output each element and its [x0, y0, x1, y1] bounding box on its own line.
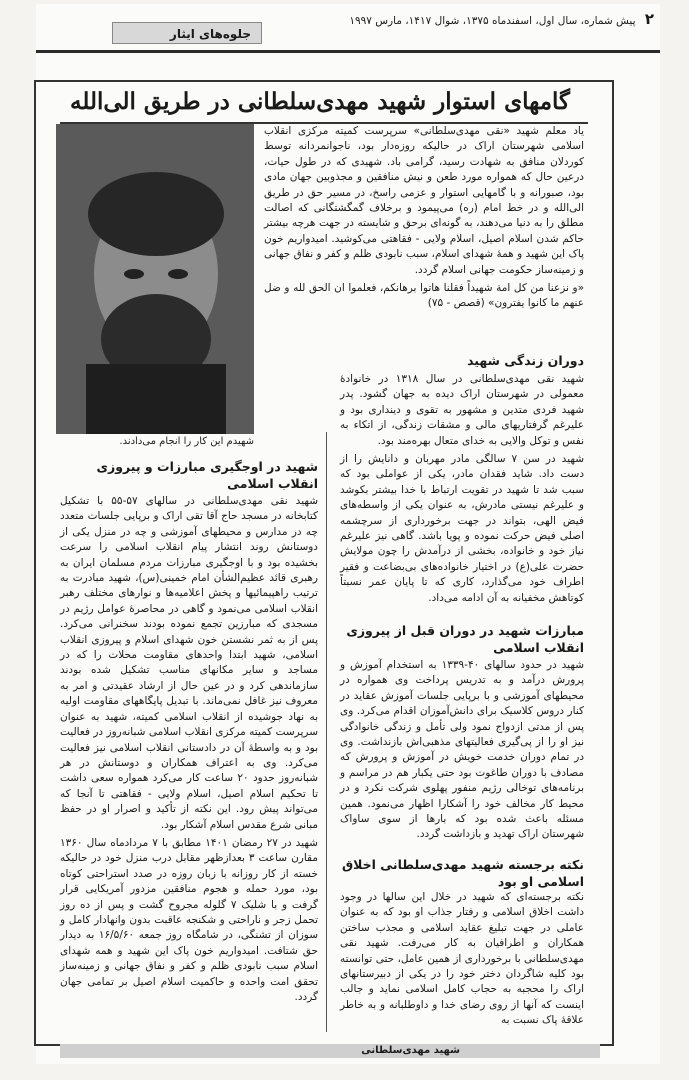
issue-info — [349, 10, 654, 28]
issue-line: پیش شماره، سال اول، اسفندماه ۱۳۷۵، شوال ۱۴۱۷، مارس ۱۹۹۷ — [349, 15, 636, 27]
footer-text: شهید مهدی‌سلطانی — [361, 1045, 460, 1056]
intro-paragraph: یاد معلم شهید «نقی مهدی‌سلطانی» سرپرست کمیته مرکزی انقلاب اسلامی شهرستان اراک در حالیکه روزه‌دار بود، ناجوانمردانه توسط کوردلان منافق به شهادت رسید، گرامی باد. شهیدی که در طول حیات، درعین حال که همواره مورد طعن و نیش منافقین و مجذوبین جهان مادی بود، صبورانه و با گامهایی استوار و عزمی راسخ، در مسیر حق در طریق الی‌الله و در خط امام (ره) می‌پیمود و برخلاف گمگشتگانی که اصالت مطلق را به دنیا می‌دهند، به گونه‌ای برحق و شایسته در جهت هرچه بیشتر حاکم شدن اسلام اصیل، اسلام ولایی - فقاهتی می‌کوشید. امیدواریم خون پاک این شهید و همهٔ شهدای اسلام، سبب نابودی ظلم و کفر و نفاق جهانی و زمینه‌ساز حکومت جهانی اسلام گردد. — [264, 125, 584, 276]
ethics-paragraph: نکته برجسته‌ای که شهید در خلال این سالها در وجود داشت اخلاق اسلامی و رفتار جذاب او بود که به عنوان عاملی در جهت تبلیغ عقاید اسلامی و مجذب ساختن همکاران و اطرافیان به کار می‌رفت. شهید نقی مهدی‌سلطانی با برخورداری از همین عامل، حتی توانسته بود کلیه شاگردان دختر خود را در یکی از دبیرستانهای اراک را محجبه به حجاب کامل اسلامی نماید و جالب اینست که آنها از روی رضای خدا و داوطلبانه و به خاطر علاقهٔ پاک نسبت به — [340, 891, 584, 1027]
life-paragraph-2: شهید در سن ۷ سالگی مادر مهربان و دانایش را از دست داد. شاید فقدان مادر، یکی از عواملی بود که سبب شد تا شهید در تقویت ارتباط با خدا بیشتر بکوشد و علیرغم نیستی مادرش، به عنوان یکی از واسطه‌های فیض الهی، بتواند در جهت برخورداری از سرچشمه اصلی فیض حرکت نموده و پویا باشد. گاهی نیز علیرغم نیاز خود و خانواده، بخشی از درآمدش را چون مولایش حضرت علی(ع) در اختیار خانواده‌های بی‌بضاعت و فقیر اطراف خود می‌گذارد، کاری که تا پایان عمر نسبتاً کوتاهش مخفیانه به آن ادامه می‌داد. — [340, 453, 585, 604]
section-life-text — [340, 372, 584, 609]
section-ethics-text — [340, 890, 584, 1032]
article-title: گامهای استوار شهید مهدی‌سلطانی در طریق الی‌الله — [70, 88, 570, 115]
column-divider — [326, 432, 327, 1032]
intro-quote: «و نزعنا من کل امة شهیداً فقلنا هاتوا برهانکم، فعلموا ان الحق لله و ضل عنهم ما کانوا یفترون» (قصص - ۷۵) — [264, 282, 584, 310]
section-revolution-text — [60, 494, 318, 1008]
revolution-paragraph-1: شهید نقی مهدی‌سلطانی در سالهای ۵۷-۵۵ با تشکیل کتابخانه در مسجد حاج آقا تقی اراک و برپایی جلسات متعدد چه در مدارس و محیطهای آموزشی و چه در منزل یکی از دوستانش روند انتشار پیام انقلاب اسلامی را سرعت بخشیده بود و با اوجگیری مبارزات مردم مسلمان ایران به رهبری قائد عظیم‌الشأن امام خمینی(س)، شهید مبادرت به ترتیب راهپیمائیها و پخش اعلامیه‌ها و نوارهای مختلف رهبر انقلاب اسلامی می‌نمود و گاهی در محاصرهٔ عوامل رژیم در مسجدی که مبارزین تجمع نموده بودند سخنرانی می‌کرد. پس از به ثمر نشستن خون شهدای اسلام و پیروزی انقلاب اسلامی، شهید ابتدا واحدهای مقاومت محلات را که در مساجد و سایر مکانهای مناسب تشکیل شده بودند سازماندهی کرد و در عین حال از ارشاد عقیدتی و امر به معروف نیز غافل نمی‌ماند. با تبدیل پایگاههای مقاومت اولیه به نهاد جوشیده از انقلاب اسلامی کمیته، شهید به عنوان سرپرست کمیته مرکزی انقلاب اسلامی شبانه‌روز در فعالیت بود و به واسطهٔ آن در دادستانی انقلاب اسلامی نیز فعالیت می‌کرد. وی به اعتراف همکاران و دوستانش در هر شبانه‌روز حدود ۲۰ ساعت کار می‌کرد همواره سعی داشت تا تحکیم اسلام اصیل، اسلام ولایی - فقاهتی تا آنجا که می‌تواند پیش رود. این نکته از تأکید و اصرار او در حفظ مبانی شرع مقدس اسلام آشکار بود. — [60, 495, 318, 831]
life-paragraph-1: شهید نقی مهدی‌سلطانی در سال ۱۳۱۸ در خانوادهٔ معمولی در شهرستان اراک دیده به جهان گشود. پدر شهید فردی متدین و مشهور به تقوی و دینداری بود و علیرغم گرفتاریهای مالی و مشقات زندگی، از اتکاء به نفس و توکل والایی به خدای متعال بهره‌مند بود. — [340, 373, 584, 447]
page-header — [36, 4, 660, 53]
section-heading-life: دوران زندگی شهید — [467, 353, 584, 368]
photo-caption: شهیدم این کار را انجام می‌دادند. — [119, 436, 254, 447]
intro-text — [264, 124, 584, 315]
martyr-portrait-photo — [56, 124, 254, 434]
footer-band — [60, 1044, 600, 1058]
section-heading-struggle: مبارزات شهید در دوران قبل از پیروزی انقلاب اسلامی — [346, 623, 584, 655]
section-struggle-text — [340, 658, 584, 846]
section-heading-revolution: شهید در اوجگیری مبارزات و پیروزی انقلاب اسلامی — [96, 459, 318, 491]
page-number: ۲ — [644, 10, 654, 28]
section-title: جلوه‌های ایثار — [112, 22, 262, 44]
section-heading-ethics: نکته برجسته شهید مهدی‌سلطانی اخلاق اسلامی او بود — [341, 857, 584, 889]
revolution-paragraph-2: شهید در ۲۷ رمضان ۱۴۰۱ مطابق با ۷ مردادماه سال ۱۳۶۰ مقارن ساعت ۳ بعدازظهر مقابل درب منزل خود در حالیکه خسته از کار روزانه با زبان روزه در صدد استراحتی کوتاه بود، مورد حمله و هجوم منافقین مزدور آمریکایی قرار گرفت و با شلیک ۷ گلوله مجروح گشت و پس از ده روز تحمل زجر و ناراحتی و شکنجه عاقبت بدون وانهادار کامل و سوزان از تشنگی، در شامگاه روز جمعه ۱۶/۵/۶۰ به دیدار حق شتافت. امیدواریم خون پاک این شهید و همه شهدای اسلام سبب نابودی ظلم و کفر و نفاق جهانی و زمینه‌ساز تحقق امت واحده و حاکمیت اسلام اصیل بر تمامی جهان گردد. — [60, 836, 318, 1003]
struggle-paragraph: شهید در حدود سالهای ۴۰-۱۳۳۹ به استخدام آموزش و پرورش درآمد و به تدریس پرداخت وی همواره در محیطهای آموزشی و با برپایی جلسات آموزش عقاید در کنار دروس کلاسیک برای دانش‌آموزان اقدام می‌کرد. وی پس از مدتی ازدواج نمود ولی تأمل و زندگی خانوادگی نیز او را از پی‌گیری فعالیتهای مذهبی‌اش بازنداشت. وی در تمام دوران خدمت خویش در آموزش و پرورش که مصادف با دوران طاغوت بود حتی یکبار هم در مراسم و برنامه‌های توخالی رژیم منفور پهلوی شرکت نکرد و در محیط کار مخالف خود را آشکارا اظهار می‌نمود. همین مسئله باعث شده بود که بارها از سوی ساواک شهرستان اراک تهدید و بازداشت گردد. — [340, 659, 584, 841]
